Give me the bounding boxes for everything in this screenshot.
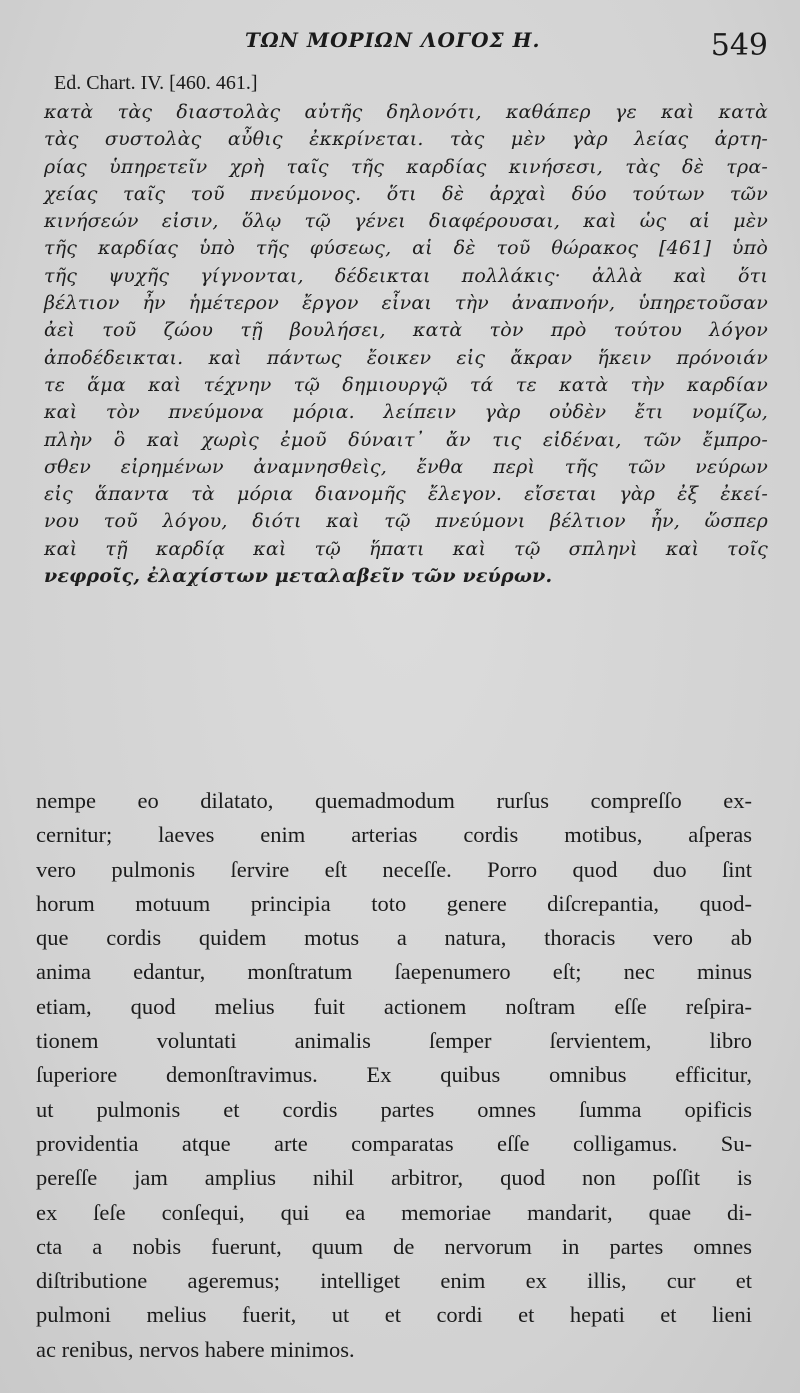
- greek-line: πλὴν ὃ καὶ χωρὶς ἐμοῦ δύναιτ᾽ ἄν τις εἰδέναι, τῶν ἔμπρο-: [44, 428, 768, 451]
- latin-line: horum motuum principia toto genere diſcrepantia, quod-: [36, 890, 752, 916]
- latin-line: ex ſeſe conſequi, qui ea memoriae mandarit, quae di-: [36, 1199, 752, 1225]
- greek-line: τῆς καρδίας ὑπὸ τῆς φύσεως, αἱ δὲ τοῦ θώρακος [461] ὑπὸ: [44, 237, 768, 260]
- latin-line: vero pulmonis ſervire eſt neceſſe. Porro quod duo ſint: [36, 856, 752, 882]
- page-number: 549: [710, 28, 768, 63]
- greek-line: τῆς ψυχῆς γίγνονται, δέδεικται πολλάκις· ἀλλὰ καὶ ὅτι: [44, 264, 768, 287]
- latin-line: pereſſe jam amplius nihil arbitror, quod non poſſit is: [36, 1165, 752, 1191]
- latin-line: etiam, quod melius fuit actionem noſtram eſſe reſpira-: [36, 993, 752, 1019]
- greek-line: κατὰ τὰς διαστολὰς αὐτῆς δηλονότι, καθάπερ γε καὶ κατὰ: [44, 101, 768, 123]
- latin-line: cta a nobis fuerunt, quum de nervorum in partes omnes: [36, 1233, 752, 1259]
- greek-line: καὶ τῇ καρδίᾳ καὶ τῷ ἥπατι καὶ τῷ σπληνὶ καὶ τοῖς: [44, 537, 768, 560]
- latin-line: ut pulmonis et cordis partes omnes ſumma opificis: [36, 1096, 752, 1122]
- latin-line: diſtributione ageremus; intelliget enim ex illis, cur et: [36, 1268, 752, 1294]
- latin-line: nempe eo dilatato, quemadmodum rurſus compreſſo ex-: [36, 788, 752, 813]
- greek-line: καὶ τὸν πνεύμονα μόρια. λείπειν γὰρ οὐδὲν ἔτι νομίζω,: [44, 401, 768, 424]
- greek-line: κινήσεών εἰσιν, ὅλῳ τῷ γένει διαφέρουσαι, καὶ ὡς αἱ μὲν: [44, 210, 768, 233]
- greek-line: νου τοῦ λόγου, διότι καὶ τῷ πνεύμονι βέλτιον ἦν, ὥσπερ: [44, 510, 768, 533]
- latin-line: anima edantur, monſtratum ſaepenumero eſt; nec minus: [36, 959, 752, 985]
- greek-line: τε ἅμα καὶ τέχνην τῷ δημιουργῷ τά τε κατὰ τὴν καρδίαν: [44, 373, 768, 396]
- greek-line: ρίας ὑπηρετεῖν χρὴ ταῖς τῆς καρδίας κινήσεσι, τὰς δὲ τρα-: [44, 155, 768, 178]
- greek-text-block: [44, 99, 768, 590]
- greek-line: ἀποδέδεικται. καὶ πάντως ἔοικεν εἰς ἄκραν ἥκειν πρόνοιάν: [44, 346, 768, 369]
- greek-line: ἀεὶ τοῦ ζώου τῇ βουλήσει, κατὰ τὸν πρὸ τούτου λόγον: [44, 319, 768, 342]
- latin-line: providentia atque arte comparatas eſſe colligamus. Su-: [36, 1130, 752, 1156]
- edition-reference: Ed. Chart. IV. [460. 461.]: [54, 72, 258, 94]
- latin-line: cernitur; laeves enim arterias cordis motibus, aſperas: [36, 822, 752, 848]
- latin-line: ſuperiore demonſtravimus. Ex quibus omnibus efficitur,: [36, 1062, 752, 1088]
- latin-line: ac renibus, nervos habere minimos.: [36, 1336, 355, 1362]
- greek-line: σθεν εἰρημένων ἀναμνησθεὶς, ἔνθα περὶ τῆς τῶν νεύρων: [44, 455, 768, 478]
- latin-text-block: [36, 784, 752, 1367]
- latin-line: pulmoni melius fuerit, ut et cordi et hepati et lieni: [36, 1302, 752, 1328]
- latin-line: tionem voluntati animalis ſemper ſervientem, libro: [36, 1028, 752, 1054]
- greek-line: εἰς ἅπαντα τὰ μόρια διανομῆς ἔλεγον. εἴσεται γὰρ ἐξ ἐκεί-: [44, 483, 768, 506]
- greek-line: τὰς συστολὰς αὖθις ἐκκρίνεται. τὰς μὲν γὰρ λείας ἀρτη-: [44, 128, 768, 151]
- greek-line: νεφροῖς, ἐλαχίστων μεταλαβεῖν τῶν νεύρων.: [44, 565, 553, 588]
- running-title: ΤΩΝ ΜΟΡΙΩΝ ΛΟΓΟΣ Η.: [245, 28, 541, 52]
- latin-line: que cordis quidem motus a natura, thoracis vero ab: [36, 925, 752, 951]
- greek-line: χείας ταῖς τοῦ πνεύμονος. ὅτι δὲ ἀρχαὶ δύο τούτων τῶν: [44, 182, 768, 205]
- greek-line: βέλτιον ἦν ἡμέτερον ἔργον εἶναι τὴν ἀναπνοήν, ὑπηρετοῦσαν: [44, 292, 768, 315]
